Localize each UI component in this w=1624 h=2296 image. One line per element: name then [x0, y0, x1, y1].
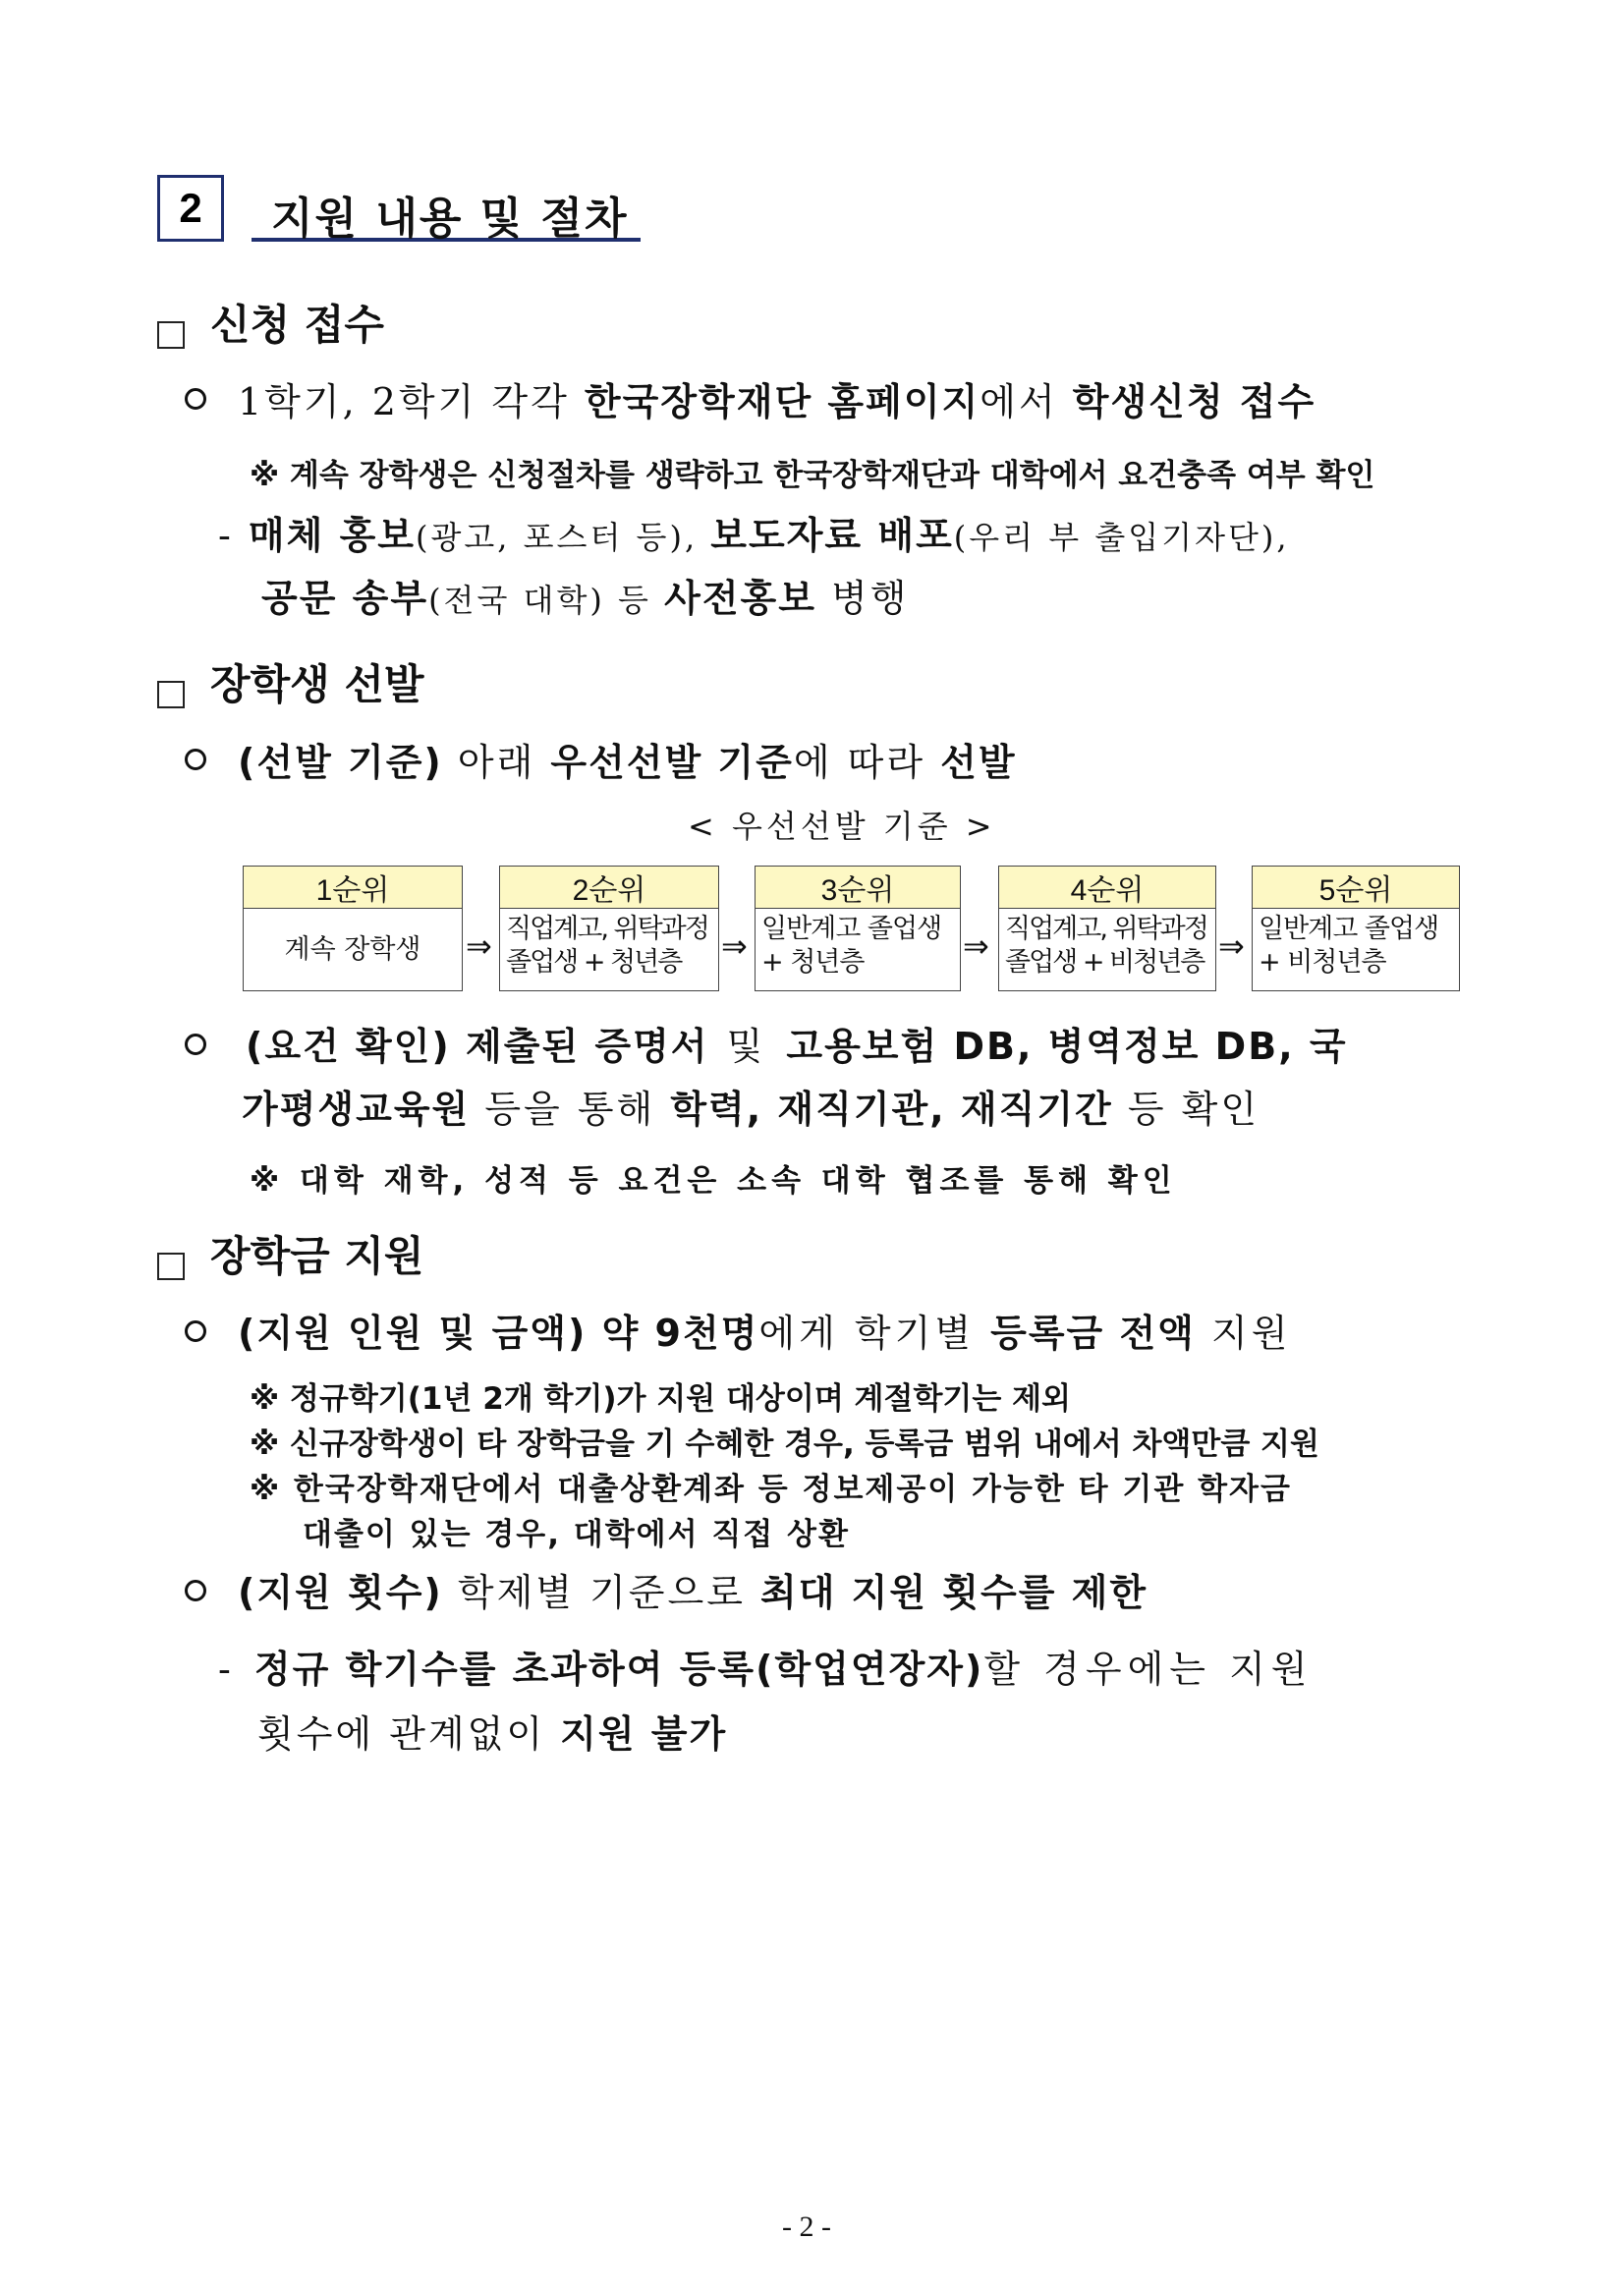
- note-continuing-students: ※ 계속 장학생은 신청절차를 생략하고 한국장학재단과 대학에서 요건충족 여부 확인: [250, 458, 1375, 493]
- priority-table-title: < 우선선발 기준 >: [688, 808, 996, 845]
- bullet-circle-icon: [185, 388, 206, 410]
- rank-3-body: 일반계고 졸업생 + 청년층: [755, 909, 961, 991]
- bullet-circle-icon: [185, 1034, 206, 1055]
- arrow-right-icon: ⇒: [466, 927, 492, 965]
- rank-2-body: 직업계고, 위탁과정 졸업생 + 청년층: [499, 909, 719, 991]
- rank-4-body: 직업계고, 위탁과정 졸업생 + 비청년층: [998, 909, 1216, 991]
- dash-promotion-line-2: 공문 송부(전국 대학) 등 사전홍보 병행: [261, 577, 910, 620]
- bullet-requirement-line-1: (요건 확인) 제출된 증명서 및 고용보험 DB, 병역정보 DB, 국: [246, 1025, 1348, 1068]
- dash-promotion-line-1: - 매체 홍보(광고, 포스터 등), 보도자료 배포(우리 부 출입기자단),: [218, 514, 1290, 557]
- dash-no-support-line-2: 횟수에 관계없이 지원 불가: [257, 1712, 728, 1756]
- bullet-requirement-line-2: 가평생교육원 등을 통해 학력, 재직기관, 재직기간 등 확인: [242, 1088, 1260, 1131]
- note-regular-semesters: ※ 정규학기(1년 2개 학기)가 지원 대상이며 계절학기는 제외: [250, 1381, 1071, 1417]
- dash-no-support-line-1: - 정규 학기수를 초과하여 등록(학업연장자)할 경우에는 지원: [218, 1648, 1314, 1691]
- rank-1-body: 계속 장학생: [243, 909, 463, 991]
- heading-application: 신청 접수: [157, 293, 384, 352]
- heading-scholarship: 장학금 지원: [157, 1224, 423, 1283]
- page-number: - 2 -: [782, 2211, 831, 2243]
- bullet-selection-criteria: (선발 기준) 아래 우선선발 기준에 따라 선발: [238, 741, 1017, 784]
- rank-5-body: 일반계고 졸업생 + 비청년층: [1252, 909, 1460, 991]
- note-university-requirement: ※ 대학 재학, 성적 등 요건은 소속 대학 협조를 통해 확인: [250, 1163, 1177, 1199]
- checkbox-square-icon: [157, 681, 185, 708]
- rank-3-label: 3순위: [755, 866, 961, 909]
- heading-selection: 장학생 선발: [157, 652, 423, 711]
- bullet-circle-icon: [185, 1320, 206, 1342]
- note-loan-repayment-1: ※ 한국장학재단에서 대출상환계좌 등 정보제공이 가능한 타 기관 학자금: [250, 1472, 1292, 1507]
- note-new-scholars: ※ 신규장학생이 타 장학금을 기 수혜한 경우, 등록금 범위 내에서 차액만큼 지원: [250, 1427, 1319, 1462]
- section-title: 지원 내용 및 절차: [271, 194, 629, 244]
- checkbox-square-icon: [157, 321, 185, 349]
- checkbox-square-icon: [157, 1253, 185, 1280]
- section-number: 2: [157, 175, 224, 242]
- bullet-support-amount: (지원 인원 및 금액) 약 9천명에게 학기별 등록금 전액 지원: [238, 1312, 1292, 1355]
- bullet-circle-icon: [185, 749, 206, 770]
- arrow-right-icon: ⇒: [963, 927, 989, 965]
- note-loan-repayment-2: 대출이 있는 경우, 대학에서 직접 상환: [303, 1517, 850, 1552]
- arrow-right-icon: ⇒: [1218, 927, 1245, 965]
- bullet-application-line: 1학기, 2학기 각각 한국장학재단 홈페이지에서 학생신청 접수: [238, 380, 1316, 423]
- bullet-circle-icon: [185, 1580, 206, 1601]
- arrow-right-icon: ⇒: [721, 927, 748, 965]
- rank-4-label: 4순위: [998, 866, 1216, 909]
- rank-2-label: 2순위: [499, 866, 719, 909]
- rank-5-label: 5순위: [1252, 866, 1460, 909]
- bullet-support-count: (지원 횟수) 학제별 기준으로 최대 지원 횟수를 제한: [238, 1571, 1148, 1614]
- section-title-box: [252, 175, 641, 242]
- rank-1-label: 1순위: [243, 866, 463, 909]
